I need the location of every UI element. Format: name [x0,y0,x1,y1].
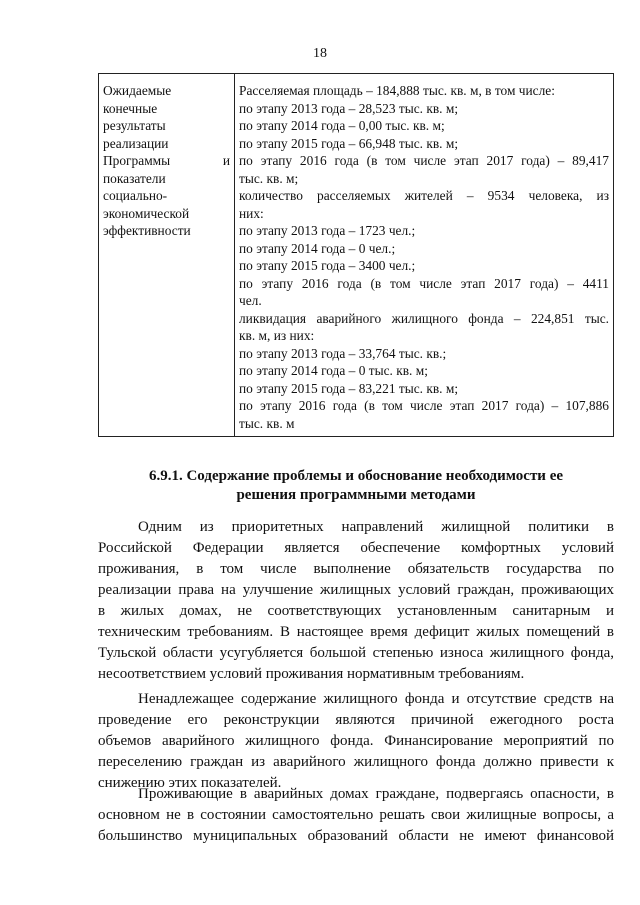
value-line: количество расселяемых жителей – 9534 человека, из [239,188,609,203]
value-line: них: [239,205,264,221]
label-line: эффективности [103,223,191,238]
paragraph-line: реализации права на улучшение жилищных условий граждан, проживающих [98,582,614,598]
value-line: по этапу 2016 года (в том числе этап 2017 года) – 107,886 [239,398,609,413]
paragraph-line: проживания, в том числе выполнение обязательств государства по [98,561,614,577]
paragraph-line: проведение его реконструкции являются причиной ежегодного роста [98,712,614,728]
value-line: по этапу 2016 года (в том числе этап 2017 года) – 4411 [239,275,609,291]
value-line: Расселяемая площадь – 184,888 тыс. кв. м, в том числе: [239,83,555,98]
value-line: кв. м, из них: [239,328,315,343]
value-line: по этапу 2015 года – 66,948 тыс. кв. м; [239,135,459,151]
paragraph [98,689,614,794]
paragraph-line: техническим требованиям. В настоящее время дефицит жилых помещений в [98,624,614,640]
label-line [103,152,230,170]
label-line: Ожидаемые [103,83,172,98]
label-line: экономической [103,205,190,221]
program-results-table [98,73,614,437]
value-line: по этапу 2014 года – 0,00 тыс. кв. м; [239,118,445,133]
page-number: 18 [313,46,327,61]
paragraph-line: основном не в состоянии самостоятельно решать свои жилищные вопросы, а [98,807,614,823]
label-line: конечные [103,100,158,116]
paragraph-line: Проживающие в аварийных домах граждане, подвергаясь опасности, в [138,786,614,802]
paragraph-line: Тульской области усугубляется большой степенью износа жилищного фонда, [98,645,614,661]
label-line: реализации [103,135,169,151]
value-line: по этапу 2015 года – 83,221 тыс. кв. м; [239,380,459,396]
value-line: ликвидация аварийного жилищного фонда – 224,851 тыс. [239,310,609,326]
paragraph-line: Ненадлежащее содержание жилищного фонда и отсутствие средств на [138,691,614,707]
value-line: по этапу 2013 года – 33,764 тыс. кв.; [239,345,447,361]
section-heading [98,467,614,505]
paragraph-line: объемов аварийного жилищного фонда. Финансирование мероприятий по [98,733,614,749]
label-line: результаты [103,118,166,133]
value-line: по этапу 2015 года – 3400 чел.; [239,258,416,273]
value-line: тыс. кв. м; [239,170,299,186]
label-line: социально- [103,188,168,203]
row-label-cell [99,74,235,437]
value-line: тыс. кв. м [239,415,295,431]
value-line: по этапу 2016 года (в том числе этап 2017 года) – 89,417 [239,153,609,168]
table-row [99,74,614,437]
paragraph-line: Российской Федерации является обеспечение комфортных условий [98,540,614,556]
paragraph-line: переселению граждан из аварийного жилищного фонда должно привести к [98,754,614,770]
row-value-cell [235,74,614,437]
value-line: чел. [239,293,262,308]
label-word-right: и [222,153,230,168]
section-heading-line: решения программными методами [236,487,476,503]
paragraph-line: большинство муниципальных образований области не имеют финансовой [98,828,614,844]
value-line: по этапу 2013 года – 28,523 тыс. кв. м; [239,100,459,116]
label-word-left: Программы [103,153,171,168]
paragraph-line: снижению этих показателей. [98,775,282,791]
label-line: показатели [103,170,166,186]
paragraph-line: в жилых домах, не соответствующих установленным санитарным и [98,603,614,619]
paragraph-line: Одним из приоритетных направлений жилищной политики в [138,519,614,535]
section-heading-line: 6.9.1. Содержание проблемы и обоснование необходимости ее [148,468,564,484]
value-line: по этапу 2013 года – 1723 чел.; [239,223,416,238]
paragraph [98,517,614,685]
paragraph [98,784,614,847]
value-line: по этапу 2014 года – 0 чел.; [239,240,396,256]
value-line: по этапу 2014 года – 0 тыс. кв. м; [239,363,428,378]
paragraph-line: несоответствием условий проживания нормативным требованиям. [98,666,525,682]
